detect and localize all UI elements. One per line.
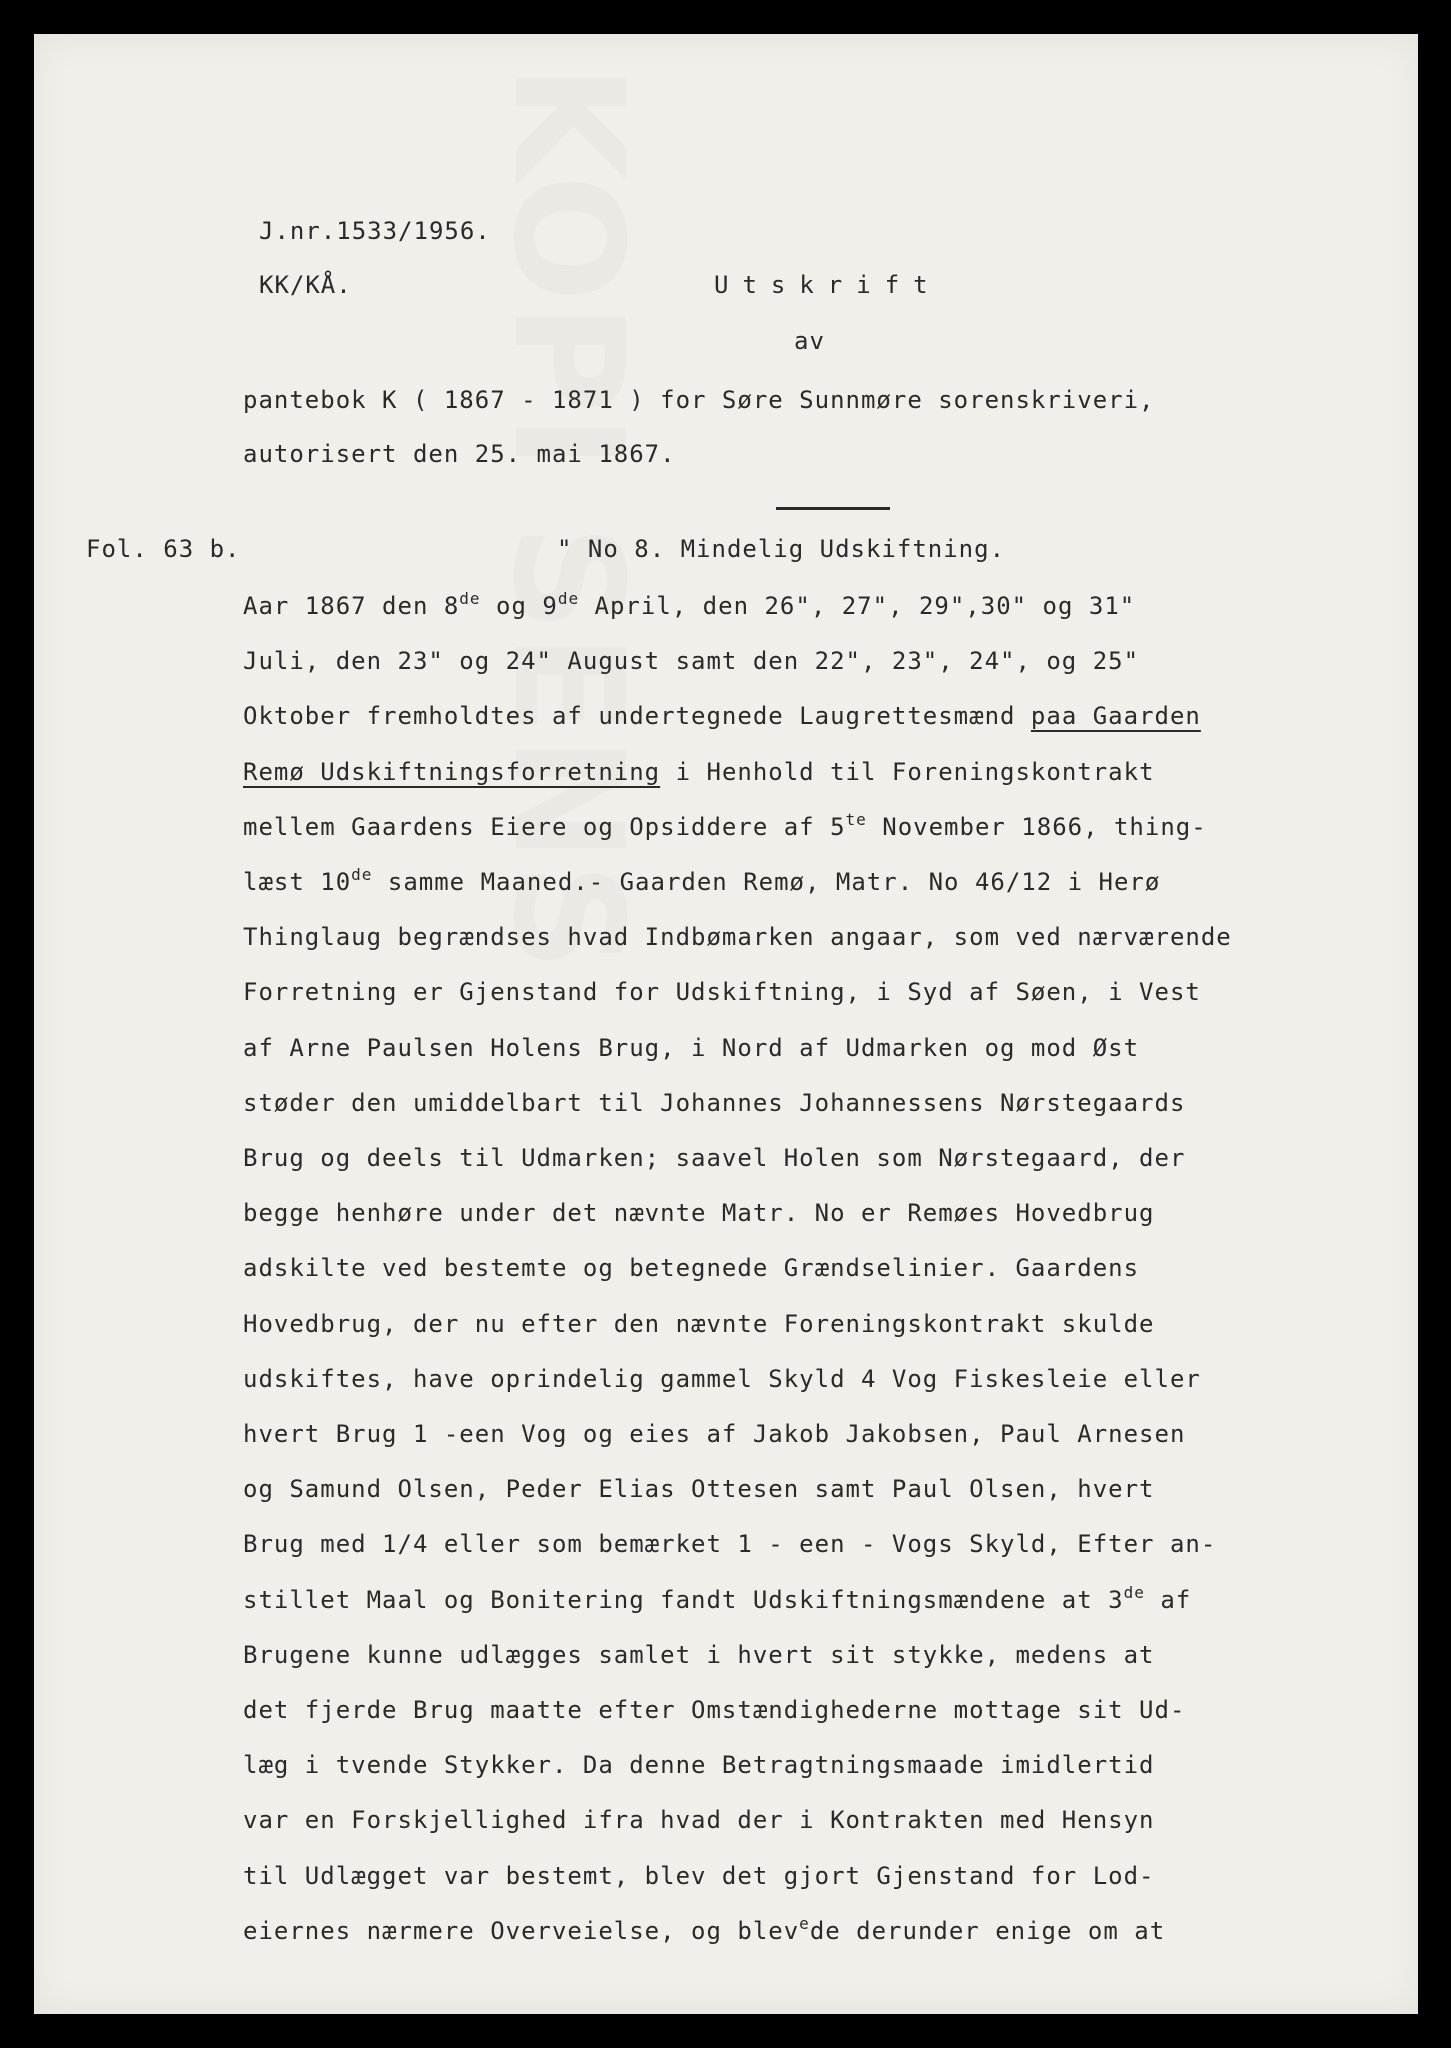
body-line: Juli, den 23" og 24" August samt den 22", 23", 24", og 25" [243, 647, 1140, 675]
body-line: Brugene kunne udlægges samlet i hvert sit stykke, medens at [243, 1641, 1155, 1669]
body-line: af Arne Paulsen Holens Brug, i Nord af Udmarken og mod Øst [243, 1034, 1140, 1062]
body-line: adskilte ved bestemte og betegnede Grændselinier. Gaardens [243, 1254, 1140, 1282]
body-line: Oktober fremholdtes af undertegnede Laugrettesmænd paa Gaarden [243, 702, 1201, 730]
body-line: udskiftes, have oprindelig gammel Skyld 4 Vog Fiskesleie eller [243, 1365, 1201, 1393]
body-line: støder den umiddelbart til Johannes Johannessens Nørstegaards [243, 1089, 1186, 1117]
title-sub: av [794, 327, 825, 355]
body-line: Remø Udskiftningsforretning i Henhold til Foreningskontrakt [243, 758, 1155, 786]
body-line: det fjerde Brug maatte efter Omstændighederne mottage sit Ud- [243, 1696, 1186, 1724]
body-line: Thinglaug begrændses hvad Indbømarken angaar, som ved nærværende [243, 923, 1232, 951]
body-line: Brug og deels til Udmarken; saavel Holen som Nørstegaard, der [243, 1144, 1186, 1172]
initials: KK/KÅ. [259, 271, 352, 299]
journal-number: J.nr.1533/1956. [259, 217, 491, 245]
subtitle-line-2: autorisert den 25. mai 1867. [243, 440, 676, 468]
body-line: stillet Maal og Bonitering fandt Udskiftningsmændene at 3de af [243, 1583, 1192, 1614]
body-line: Aar 1867 den 8de og 9de April, den 26", 27", 29",30" og 31" [243, 589, 1136, 620]
subtitle-line-1: pantebok K ( 1867 - 1871 ) for Søre Sunnmøre sorenskriveri, [243, 386, 1155, 414]
body-line: Hovedbrug, der nu efter den nævnte Foreningskontrakt skulde [243, 1310, 1155, 1338]
body-line: eiernes nærmere Overveielse, og blev$^e$de derunder enige om at [243, 1914, 1166, 1945]
body-line: begge henhøre under det nævnte Matr. No er Remøes Hovedbrug [243, 1199, 1155, 1227]
body-line: mellem Gaardens Eiere og Opsiddere af $5^{te}$ November 1866, thing- [243, 810, 1207, 841]
document-page [34, 34, 1418, 2014]
watermark [0, 64, 654, 584]
body-line: læst 10de samme Maaned.- Gaarden Remø, Matr. No 46/12 i Herø [243, 865, 1161, 896]
body-line: Forretning er Gjenstand for Udskiftning, i Syd af Søen, i Vest [243, 978, 1201, 1006]
body-line: til Udlægget var bestemt, blev det gjort Gjenstand for Lod- [243, 1862, 1155, 1890]
body-line: var en Forskjellighed ifra hvad der i Kontrakten med Hensyn [243, 1806, 1155, 1834]
document-title: Utskrift [714, 271, 942, 299]
folio-reference: Fol. 63 b. [86, 535, 241, 563]
body-line: Brug med 1/4 eller som bemærket 1 - een - Vogs Skyld, Efter an- [243, 1530, 1217, 1558]
body-line: hvert Brug 1 -een Vog og eies af Jakob Jakobsen, Paul Arnesen [243, 1420, 1186, 1448]
body-line: læg i tvende Stykker. Da denne Betragtningsmaade imidlertid [243, 1751, 1155, 1779]
section-heading: " No 8. Mindelig Udskiftning. [557, 535, 1006, 563]
divider-rule [776, 507, 890, 510]
body-line: og Samund Olsen, Peder Elias Ottesen samt Paul Olsen, hvert [243, 1475, 1155, 1503]
